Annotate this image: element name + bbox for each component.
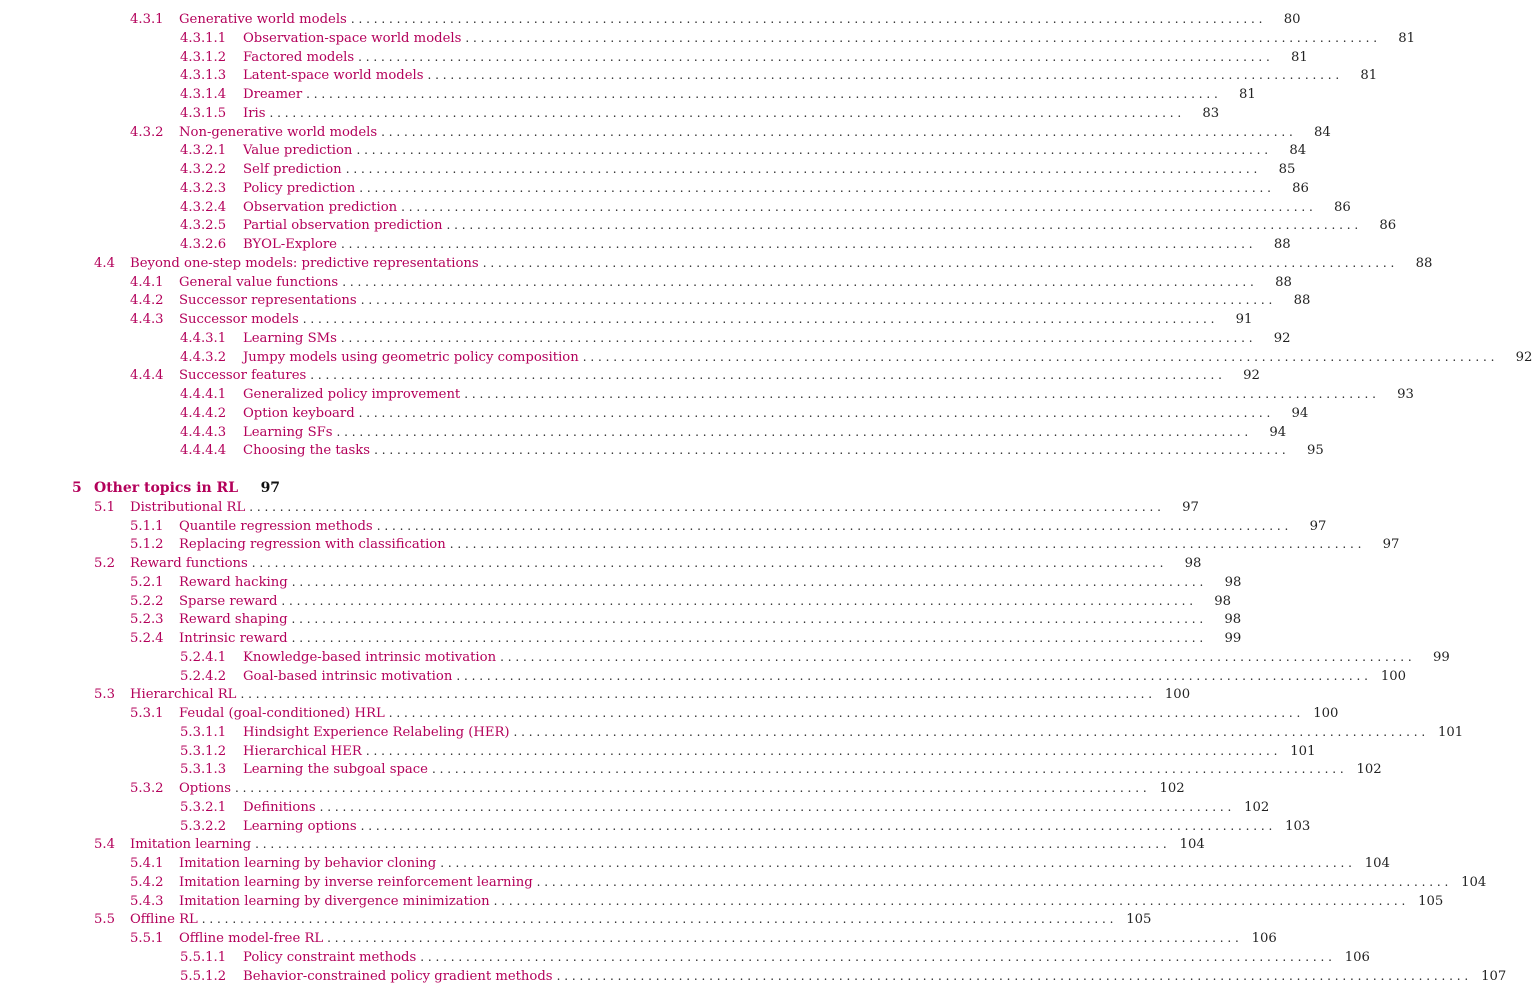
toc-entry[interactable] — [180, 216, 1397, 235]
dot-leader: . . . . . . . . . . . . . . . . . . . . . . . . . . . . . . . . . . . . . . . . . . . . . . . . . . . . . . . . . . . . . . . . . . . . . . . . . . . . . . . . . . . . . . . . . . . . . . . . . . . . . . . . . . . . . . . . . . . . . . . . — [376, 518, 1289, 533]
toc-entry-number: 4.4.3 — [130, 312, 164, 327]
dot-leader: . . . . . . . . . . . . . . . . . . . . . . . . . . . . . . . . . . . . . . . . . . . . . . . . . . . . . . . . . . . . . . . . . . . . . . . . . . . . . . . . . . . . . . . . . . . . . . . . . . . . . . . . . . . . . . . . . . . . . . . . — [374, 443, 1286, 458]
toc-entry-title: Dreamer — [243, 87, 303, 102]
dot-leader: . . . . . . . . . . . . . . . . . . . . . . . . . . . . . . . . . . . . . . . . . . . . . . . . . . . . . . . . . . . . . . . . . . . . . . . . . . . . . . . . . . . . . . . . . . . . . . . . . . . . . . . . . . . . . . . . . . . . . . . . — [360, 293, 1273, 308]
toc-entry-number: 5.5.1.2 — [180, 968, 227, 984]
toc-entry-title: Replacing regression with classification — [179, 537, 446, 553]
toc-entry[interactable] — [180, 948, 1370, 967]
toc-entry-page: 91 — [1235, 312, 1253, 327]
toc-entry-title: Policy constraint methods — [243, 949, 417, 965]
dot-leader: . . . . . . . . . . . . . . . . . . . . . . . . . . . . . . . . . . . . . . . . . . . . . . . . . . . . . . . . . . . . . . . . . . . . . . . . . . . . . . . . . . . . . . . . . . . . . . . . . . . . . . . . . . . . . . . . . . . . . . . . — [446, 218, 1359, 233]
dot-leader: . . . . . . . . . . . . . . . . . . . . . . . . . . . . . . . . . . . . . . . . . . . . . . . . . . . . . . . . . . . . . . . . . . . . . . . . . . . . . . . . . . . . . . . . . . . . . . . . . . . . . . . . . . . . . . . . . . . . . . . . — [360, 818, 1273, 833]
dot-leader: . . . . . . . . . . . . . . . . . . . . . . . . . . . . . . . . . . . . . . . . . . . . . . . . . . . . . . . . . . . . . . . . . . . . . . . . . . . . . . . . . . . . . . . . . . . . . . . . . . . . . . . . . . . . . . . . . . . . . . . . — [342, 274, 1254, 289]
toc-entry-page: 97 — [260, 480, 281, 496]
toc-entry-title: Generative world models — [179, 12, 347, 27]
toc-entry-title: Hierarchical HER — [243, 743, 362, 759]
toc-entry[interactable] — [130, 310, 1253, 329]
dot-leader: . . . . . . . . . . . . . . . . . . . . . . . . . . . . . . . . . . . . . . . . . . . . . . . . . . . . . . . . . . . . . . . . . . . . . . . . . . . . . . . . . . . . . . . . . . . . . . . . . . . . . . . . . . . . . . . . . . . . . . . . — [427, 68, 1340, 83]
toc-entry-number: 4.3.1.5 — [180, 105, 227, 121]
toc-entry[interactable] — [130, 10, 1301, 29]
toc-entry[interactable] — [130, 854, 1390, 873]
dot-leader: . . . . . . . . . . . . . . . . . . . . . . . . . . . . . . . . . . . . . . . . . . . . . . . . . . . . . . . . . . . . . . . . . . . . . . . . . . . . . . . . . . . . . . . . . . . . . . . . . . . . . . . . . . . . . . . . . . . . . . . . — [358, 49, 1270, 64]
toc-entry-title: Imitation learning by behavior cloning — [179, 856, 437, 871]
toc-entry-title: Policy prediction — [243, 180, 356, 196]
dot-leader: . . . . . . . . . . . . . . . . . . . . . . . . . . . . . . . . . . . . . . . . . . . . . . . . . . . . . . . . . . . . . . . . . . . . . . . . . . . . . . . . . . . . . . . . . . . . . . . . . . . . . . . . . . . . . . . . . . . . . . . . — [251, 556, 1164, 570]
dot-leader: . . . . . . . . . . . . . . . . . . . . . . . . . . . . . . . . . . . . . . . . . . . . . . . . . . . . . . . . . . . . . . . . . . . . . . . . . . . . . . . . . . . . . . . . . . . . . . . . . . . . . . . . . . . . . . . . . . . . . . . . — [420, 949, 1332, 964]
toc-entry-title: Definitions — [243, 799, 316, 815]
dot-leader: . . . . . . . . . . . . . . . . . . . . . . . . . . . . . . . . . . . . . . . . . . . . . . . . . . . . . . . . . . . . . . . . . . . . . . . . . . . . . . . . . . . . . . . . . . . . . . . . . . . . . . . . . . . . . . . . . . . . . . . . — [359, 180, 1271, 195]
toc-entry-title: Options — [179, 781, 231, 796]
toc-entry[interactable] — [180, 141, 1307, 160]
toc-entry-number: 4.3.1.1 — [180, 30, 227, 46]
toc-entry-number: 5.3 — [94, 687, 115, 703]
toc-entry-number: 5.3.2.1 — [180, 799, 227, 815]
dot-leader: . . . . . . . . . . . . . . . . . . . . . . . . . . . . . . . . . . . . . . . . . . . . . . . . . . . . . . . . . . . . . . . . . . . . . . . . . . . . . . . . . . . . . . . . . . . . . . . . . . . . . . . . . . . . . . . . . . . . . . . . — [536, 874, 1449, 889]
dot-leader: . . . . . . . . . . . . . . . . . . . . . . . . . . . . . . . . . . . . . . . . . . . . . . . . . . . . . . . . . . . . . . . . . . . . . . . . . . . . . . . . . . . . . . . . . . . . . . . . . . . . . . . . . . . . . . . . . . . . . . . . — [582, 349, 1495, 364]
dot-leader: . . . . . . . . . . . . . . . . . . . . . . . . . . . . . . . . . . . . . . . . . . . . . . . . . . . . . . . . . . . . . . . . . . . . . . . . . . . . . . . . . . . . . . . . . . . . . . . . . . . . . . . . . . . . . . . . . . . . . . . . — [255, 837, 1167, 852]
toc-entry-page: 103 — [1285, 818, 1311, 834]
toc-entry[interactable] — [180, 441, 1324, 460]
toc-entry-number: 5.1 — [94, 499, 115, 515]
toc-entry-page: 92 — [1273, 330, 1291, 346]
dot-leader: . . . . . . . . . . . . . . . . . . . . . . . . . . . . . . . . . . . . . . . . . . . . . . . . . . . . . . . . . . . . . . . . . . . . . . . . . . . . . . . . . . . . . . . . . . . . . . . . . . . . . . . . . . . . . . . . . . . . . . . . — [440, 856, 1352, 870]
toc-entry-page: 93 — [1397, 387, 1414, 402]
toc-entry-page: 98 — [1224, 612, 1242, 628]
toc-entry-number: 4.4 — [94, 255, 115, 271]
toc-entry[interactable] — [94, 254, 1433, 273]
toc-entry[interactable] — [180, 179, 1309, 198]
dot-leader: . . . . . . . . . . . . . . . . . . . . . . . . . . . . . . . . . . . . . . . . . . . . . . . . . . . . . . . . . . . . . . . . . . . . . . . . . . . . . . . . . . . . . . . . . . . . . . . . . . . . . . . . . . . . . . . . . . . . . . . . — [381, 124, 1293, 139]
toc-entry-number: 4.4.2 — [130, 293, 164, 309]
toc-entry-page: 81 — [1398, 30, 1416, 46]
toc-entry-page: 102 — [1356, 762, 1382, 778]
toc-entry-title: Partial observation prediction — [243, 218, 443, 234]
toc-entry-number: 5.2.4.1 — [180, 649, 227, 665]
toc-entry-page: 97 — [1309, 518, 1327, 534]
toc-entry[interactable] — [130, 892, 1444, 911]
toc-entry-number: 5.3.1.1 — [180, 724, 227, 740]
toc-entry-page: 98 — [1224, 574, 1242, 590]
toc-entry-title: Successor features — [179, 368, 307, 384]
dot-leader: . . . . . . . . . . . . . . . . . . . . . . . . . . . . . . . . . . . . . . . . . . . . . . . . . . . . . . . . . . . . . . . . . . . . . . . . . . . . . . . . . . . . . . . . . . . . . . . . . . . . . . . . . . . . . . . . . . . . . . . . — [269, 105, 1182, 120]
toc-entry-number: 5.3.1.3 — [180, 762, 227, 778]
toc-entry[interactable] — [130, 704, 1339, 723]
toc-entry-title: Beyond one-step models: predictive representations — [130, 255, 479, 271]
toc-entry[interactable] — [180, 48, 1308, 67]
toc-entry[interactable] — [130, 273, 1292, 292]
toc-entry-number: 4.3.2.2 — [180, 162, 227, 177]
toc-entry-page: 84 — [1289, 143, 1307, 159]
toc-entry-number: 4.3.2 — [130, 124, 164, 140]
dot-leader: . . . . . . . . . . . . . . . . . . . . . . . . . . . . . . . . . . . . . . . . . . . . . . . . . . . . . . . . . . . . . . . . . . . . . . . . . . . . . . . . . . . . . . . . . . . . . . . . . . . . . . . . . . . . . . . . . . . . . . . . — [302, 312, 1215, 326]
toc-entry-page: 81 — [1239, 87, 1256, 102]
toc-entry[interactable] — [180, 667, 1406, 686]
toc-entry[interactable] — [72, 479, 802, 498]
dot-leader: . . . . . . . . . . . . . . . . . . . . . . . . . . . . . . . . . . . . . . . . . . . . . . . . . . . . . . . . . . . . . . . . . . . . . . . . . . . . . . . . . . . . . . . . . . . . . . . . . . . . . . . . . . . . . . . . . . . . . . . . — [340, 237, 1253, 251]
toc-entry-title: Iris — [243, 105, 266, 121]
toc-entry[interactable] — [130, 929, 1277, 948]
toc-entry-page: 99 — [1432, 649, 1450, 665]
dot-leader: . . . . . . . . . . . . . . . . . . . . . . . . . . . . . . . . . . . . . . . . . . . . . . . . . . . . . . . . . . . . . . . . . . . . . . . . . . . . . . . . . . . . . . . . . . . . . . . . . . . . . . . . . . . . . . . . . . . . . . . . — [431, 762, 1344, 777]
toc-entry-number: 5.3.1.2 — [180, 743, 227, 759]
toc-entry-number: 4.3.1 — [130, 12, 164, 27]
toc-entry-number: 4.3.1.4 — [180, 87, 227, 102]
toc-entry-title: Reward shaping — [179, 612, 288, 628]
toc-entry-title: Behavior-constrained policy gradient methods — [243, 968, 553, 984]
toc-entry-title: Generalized policy improvement — [243, 387, 461, 402]
toc-entry-page: 86 — [1292, 180, 1309, 196]
dot-leader: . . . . . . . . . . . . . . . . . . . . . . . . . . . . . . . . . . . . . . . . . . . . . . . . . . . . . . . . . . . . . . . . . . . . . . . . . . . . . . . . . . . . . . . . . . . . . . . . . . . . . . . . . . . . . . . . . . . . . . . . — [388, 706, 1301, 720]
toc-entry[interactable] — [180, 198, 1351, 217]
toc-entry-title: Self prediction — [243, 162, 342, 177]
toc-entry-page: 92 — [1515, 349, 1532, 365]
toc-entry-title: Reward functions — [130, 556, 248, 571]
toc-entry-number: 4.3.1.2 — [180, 49, 227, 65]
dot-leader: . . . . . . . . . . . . . . . . . . . . . . . . . . . . . . . . . . . . . . . . . . . . . . . . . . . . . . . . . . . . . . . . . . . . . . . . . . . . . . . . . . . . . . . . . . . . . . . . . . . . . . . . . . . . . . . . . . . . . . . . — [358, 405, 1271, 420]
toc-entry-number: 5.5.1.1 — [180, 949, 227, 965]
dot-leader: . . . . . . . . . . . . . . . . . . . . . . . . . . . . . . . . . . . . . . . . . . . . . . . . . . . . . . . . . . . . . . . . . . . . . . . . . . . . . . . . . . . . . . . . . . . . . . . . . . . . . . . . . . . . . . . . . . . . . . . . — [201, 912, 1114, 927]
toc-entry-number: 4.4.3.1 — [180, 330, 227, 346]
toc-entry-number: 5.2.4 — [130, 631, 164, 646]
toc-entry-number: 5.2.3 — [130, 612, 164, 628]
dot-leader: . . . . . . . . . . . . . . . . . . . . . . . . . . . . . . . . . . . . . . . . . . . . . . . . . . . . . . . . . . . . . . . . . . . . . . . . . . . . . . . . . . . . . . . . . . . . . . . . . . . . . . . . . . . . . . . . . . . . . . . . — [340, 330, 1253, 345]
toc-entry-number: 5.4.3 — [130, 893, 164, 909]
toc-entry[interactable] — [130, 517, 1327, 536]
toc-entry-title: Jumpy models using geometric policy composition — [243, 349, 579, 365]
toc-entry-page: 97 — [1382, 537, 1400, 553]
dot-leader: . . . . . . . . . . . . . . . . . . . . . . . . . . . . . . . . . . . . . . . . . . . . . . . . . . . . . . . . . . . . . . . . . . . . . . . . . . . . . . . . . . . . . . . . . . . . . . . . . . . . . . . . . . . . . . . . . . . . . . . . — [356, 143, 1269, 158]
toc-entry-page: 81 — [1291, 49, 1308, 65]
toc-entry-page: 85 — [1278, 162, 1296, 177]
toc-entry-page: 88 — [1293, 293, 1311, 309]
toc-entry[interactable] — [94, 910, 1152, 929]
toc-entry-page: 88 — [1273, 237, 1291, 252]
dot-leader: . . . . . . . . . . . . . . . . . . . . . . . . . . . . . . . . . . . . . . . . . . . . . . . . . . . . . . . . . . . . . . . . . . . . . . . . . . . . . . . . . . . . . . . . . . . . . . . . . . . . . . . . . . . . . . . . . . . . . . . . — [464, 387, 1376, 401]
toc-entry-title: Latent-space world models — [243, 68, 424, 84]
toc-entry[interactable] — [130, 573, 1242, 592]
toc-entry-page: 94 — [1269, 424, 1287, 440]
toc-entry-page: 100 — [1380, 668, 1406, 684]
toc-entry[interactable] — [94, 554, 1202, 573]
toc-entry-number: 5.3.2.2 — [180, 818, 227, 834]
toc-entry-page: 86 — [1379, 218, 1397, 234]
toc-entry-title: Imitation learning by divergence minimization — [179, 893, 490, 909]
toc-entry-page: 107 — [1481, 968, 1507, 984]
toc-entry-number: 4.4.4.1 — [180, 387, 227, 402]
toc-entry-number: 5.2.1 — [130, 574, 164, 590]
toc-entry-title: Learning options — [243, 818, 357, 834]
toc-entry[interactable] — [180, 385, 1414, 404]
dot-leader: . . . . . . . . . . . . . . . . . . . . . . . . . . . . . . . . . . . . . . . . . . . . . . . . . . . . . . . . . . . . . . . . . . . . . . . . . . . . . . . . . . . . . . . . . . . . . . . . . . . . . . . . . . . . . . . . . . . . . . . . — [234, 781, 1147, 795]
toc-entry-number: 4.4.4.4 — [180, 443, 227, 459]
toc-entry[interactable] — [180, 798, 1270, 817]
toc-entry-title: Observation prediction — [243, 199, 398, 215]
toc-entry-title: Reward hacking — [179, 574, 288, 590]
toc-entry-title: Knowledge-based intrinsic motivation — [243, 649, 497, 665]
toc-entry[interactable] — [180, 85, 1256, 104]
dot-leader: . . . . . . . . . . . . . . . . . . . . . . . . . . . . . . . . . . . . . . . . . . . . . . . . . . . . . . . . . . . . . . . . . . . . . . . . . . . . . . . . . . . . . . . . . . . . . . . . . . . . . . . . . . . . . . . . . . . . . . . . — [306, 87, 1218, 101]
toc-entry-number: 5.1.2 — [130, 537, 164, 553]
toc-entry-title: Imitation learning by inverse reinforcement learning — [179, 874, 533, 890]
dot-leader: . . . . . . . . . . . . . . . . . . . . . . . . . . . . . . . . . . . . . . . . . . . . . . . . . . . . . . . . . . . . . . . . . . . . . . . . . . . . . . . . . . . . . . . . . . . . . . . . . . . . . . . . . . . . . . . . . . . . . . . . — [336, 424, 1249, 439]
toc-entry-number: 5.4.2 — [130, 874, 164, 890]
toc-entry-page: 80 — [1283, 12, 1301, 27]
toc-entry-title: Factored models — [243, 49, 355, 65]
toc-entry-page: 106 — [1251, 931, 1277, 946]
dot-leader: . . . . . . . . . . . . . . . . . . . . . . . . . . . . . . . . . . . . . . . . . . . . . . . . . . . . . . . . . . . . . . . . . . . . . . . . . . . . . . . . . . . . . . . . . . . . . . . . . . . . . . . . . . . . . . . . . . . . . . . . — [350, 12, 1263, 26]
toc-entry-number: 4.3.1.3 — [180, 68, 227, 84]
toc-entry[interactable] — [180, 235, 1291, 254]
toc-entry-page: 94 — [1291, 405, 1309, 421]
toc-entry-page: 100 — [1313, 706, 1339, 721]
dot-leader: . . . . . . . . . . . . . . . . . . . . . . . . . . . . . . . . . . . . . . . . . . . . . . . . . . . . . . . . . . . . . . . . . . . . . . . . . . . . . . . . . . . . . . . . . . . . . . . . . . . . . . . . . . . . . . . . . . . . . . . . — [456, 668, 1368, 683]
toc-entry-title: Learning SMs — [243, 330, 337, 346]
toc-entry[interactable] — [180, 160, 1296, 179]
toc-entry-page: 102 — [1159, 781, 1185, 796]
toc-entry[interactable] — [180, 423, 1287, 442]
toc-entry-number: 4.3.2.6 — [180, 237, 227, 252]
toc-entry[interactable] — [180, 29, 1416, 48]
toc-entry[interactable] — [180, 348, 1532, 367]
dot-leader: . . . . . . . . . . . . . . . . . . . . . . . . . . . . . . . . . . . . . . . . . . . . . . . . . . . . . . . . . . . . . . . . . . . . . . . . . . . . . . . . . . . . . . . . . . . . . . . . . . . . . . . . . . . . . . . . . . . . . . . . — [281, 593, 1194, 608]
toc-entry[interactable] — [130, 535, 1400, 554]
toc-entry-title: Learning the subgoal space — [243, 762, 428, 778]
toc-entry-number: 5.2.2 — [130, 593, 164, 609]
dot-leader: . . . . . . . . . . . . . . . . . . . . . . . . . . . . . . . . . . . . . . . . . . . . . . . . . . . . . . . . . . . . . . . . . . . . . . . . . . . . . . . . . . . . . . . . . . . . . . . . . . . . . . . . . . . . . . . . . . . . . . . . — [310, 368, 1222, 383]
toc-entry-title: Choosing the tasks — [243, 443, 371, 459]
toc-entry-number: 4.3.2.3 — [180, 180, 227, 196]
toc-entry[interactable] — [180, 404, 1309, 423]
toc-entry-page: 104 — [1179, 837, 1205, 853]
toc-entry-page: 101 — [1438, 724, 1464, 740]
toc-entry-title: Distributional RL — [130, 499, 246, 515]
dot-leader: . . . . . . . . . . . . . . . . . . . . . . . . . . . . . . . . . . . . . . . . . . . . . . . . . . . . . . . . . . . . . . . . . . . . . . . . . . . . . . . . . . . . . . . . . . . . . . . . . . . . . . . . . . . . . . . . . . . . . . . . — [465, 30, 1378, 45]
toc-entry[interactable] — [130, 366, 1260, 385]
toc-entry-title: Feudal (goal-conditioned) HRL — [179, 706, 385, 721]
dot-leader: . . . . . . . . . . . . . . . . . . . . . . . . . . . . . . . . . . . . . . . . . . . . . . . . . . . . . . . . . . . . . . . . . . . . . . . . . . . . . . . . . . . . . . . . . . . . . . . . . . . . . . . . . . . . . . . . . . . . . . . . — [449, 537, 1362, 552]
toc-entry[interactable] — [94, 685, 1191, 704]
toc-entry-page: 81 — [1360, 68, 1378, 84]
toc-entry[interactable] — [180, 967, 1507, 986]
toc-entry[interactable] — [130, 779, 1185, 798]
toc-entry-title: Goal-based intrinsic motivation — [243, 668, 453, 684]
toc-entry-number: 5.2 — [94, 556, 115, 571]
toc-entry[interactable] — [180, 723, 1464, 742]
toc-entry-title: Hindsight Experience Relabeling (HER) — [243, 724, 510, 740]
toc-entry-title: Quantile regression methods — [179, 518, 373, 534]
dot-leader: . . . . . . . . . . . . . . . . . . . . . . . . . . . . . . . . . . . . . . . . . . . . . . . . . . . . . . . . . . . . . . . . . . . . . . . . . . . . . . . . . . . . . . . . . . . . . . . . . . . . . . . . . . . . . . . . . . . . . . . . — [291, 631, 1204, 645]
dot-leader: . . . . . . . . . . . . . . . . . . . . . . . . . . . . . . . . . . . . . . . . . . . . . . . . . . . . . . . . . . . . . . . . . . . . . . . . . . . . . . . . . . . . . . . . . . . . . . . . . . . . . . . . . . . . . . . . . . . . . . . . — [513, 724, 1426, 739]
toc-entry-title: Successor representations — [179, 293, 357, 309]
toc-entry[interactable] — [180, 66, 1378, 85]
dot-leader: . . . . . . . . . . . . . . . . . . . . . . . . . . . . . . . . . . . . . . . . . . . . . . . . . . . . . . . . . . . . . . . . . . . . . . . . . . . . . . . . . . . . . . . . . . . . . . . . . . . . . . . . . . . . . . . . . . . . . . . . — [291, 612, 1204, 627]
dot-leader: . . . . . . . . . . . . . . . . . . . . . . . . . . . . . . . . . . . . . . . . . . . . . . . . . . . . . . . . . . . . . . . . . . . . . . . . . . . . . . . . . . . . . . . . . . . . . . . . . . . . . . . . . . . . . . . . . . . . . . . . — [482, 255, 1395, 270]
toc-entry-number: 4.4.4 — [130, 368, 164, 384]
toc-entry-title: Option keyboard — [243, 405, 355, 421]
toc-entry-page: 97 — [1182, 499, 1199, 515]
toc-entry-title: Value prediction — [243, 143, 353, 159]
dot-leader: . . . . . . . . . . . . . . . . . . . . . . . . . . . . . . . . . . . . . . . . . . . . . . . . . . . . . . . . . . . . . . . . . . . . . . . . . . . . . . . . . . . . . . . . . . . . . . . . . . . . . . . . . . . . . . . . . . . . . . . . — [240, 687, 1153, 702]
toc-entry-number: 5.5.1 — [130, 931, 164, 946]
toc-entry-number: 4.3.2.5 — [180, 218, 227, 234]
toc-entry[interactable] — [180, 817, 1311, 836]
dot-leader: . . . . . . . . . . . . . . . . . . . . . . . . . . . . . . . . . . . . . . . . . . . . . . . . . . . . . . . . . . . . . . . . . . . . . . . . . . . . . . . . . . . . . . . . . . . . . . . . . . . . . . . . . . . . . . . . . . . . . . . . — [327, 931, 1239, 945]
dot-leader: . . . . . . . . . . . . . . . . . . . . . . . . . . . . . . . . . . . . . . . . . . . . . . . . . . . . . . . . . . . . . . . . . . . . . . . . . . . . . . . . . . . . . . . . . . . . . . . . . . . . . . . . . . . . . . . . . . . . . . . . — [345, 162, 1258, 176]
toc-entry-title: Offline model-free RL — [179, 931, 324, 946]
dot-leader: . . . . . . . . . . . . . . . . . . . . . . . . . . . . . . . . . . . . . . . . . . . . . . . . . . . . . . . . . . . . . . . . . . . . . . . . . . . . . . . . . . . . . . . . . . . . . . . . . . . . . . . . . . . . . . . . . . . . . . . . — [365, 743, 1278, 758]
toc-entry-number: 5.2.4.2 — [180, 668, 227, 684]
toc-entry[interactable] — [130, 610, 1242, 629]
toc-entry-page: 105 — [1126, 912, 1152, 928]
toc-entry[interactable] — [130, 123, 1331, 142]
toc-entry-title: Sparse reward — [179, 593, 278, 609]
toc-entry[interactable] — [180, 104, 1220, 123]
dot-leader: . . . . . . . . . . . . . . . . . . . . . . . . . . . . . . . . . . . . . . . . . . . . . . . . . . . . . . . . . . . . . . . . . . . . . . . . . . . . . . . . . . . . . . . . . . . . . . . . . . . . . . . . . . . . . . . . . . . . . . . . — [493, 893, 1406, 908]
toc-entry-page: 86 — [1334, 199, 1351, 215]
toc-entry-number: 5.3.1 — [130, 706, 164, 721]
toc-entry[interactable] — [180, 648, 1450, 667]
toc-entry-page: 101 — [1290, 743, 1316, 759]
toc-entry-number: 4.4.4.2 — [180, 405, 227, 421]
toc-entry-page: 98 — [1214, 593, 1232, 609]
toc-entry-number: 5.3.2 — [130, 781, 164, 796]
toc-entry-page: 88 — [1415, 255, 1433, 271]
toc-entry-title: Non-generative world models — [179, 124, 378, 140]
toc-entry-number: 4.3.2.4 — [180, 199, 227, 215]
dot-leader: . . . . . . . . . . . . . . . . . . . . . . . . . . . . . . . . . . . . . . . . . . . . . . . . . . . . . . . . . . . . . . . . . . . . . . . . . . . . . . . . . . . . . . . . . . . . . . . . . . . . . . . . . . . . . . . . . . . . . . . . — [401, 199, 1313, 214]
toc-entry-page: 106 — [1344, 949, 1370, 965]
toc-entry-page: 105 — [1418, 893, 1444, 909]
dot-leader: . . . . . . . . . . . . . . . . . . . . . . . . . . . . . . . . . . . . . . . . . . . . . . . . . . . . . . . . . . . . . . . . . . . . . . . . . . . . . . . . . . . . . . . . . . . . . . . . . . . . . . . . . . . . . . . . . . . . . . . . — [500, 649, 1412, 664]
toc-entry-page: 99 — [1224, 631, 1242, 646]
toc-entry[interactable] — [94, 835, 1205, 854]
toc-entry-page: 88 — [1275, 274, 1292, 290]
toc-entry[interactable] — [180, 760, 1382, 779]
toc-entry-page: 104 — [1364, 856, 1390, 871]
toc-entry-title: BYOL-Explore — [243, 237, 337, 252]
toc-entry-page: 104 — [1461, 874, 1487, 890]
toc-entry-number: 5.4 — [94, 837, 115, 853]
toc-entry-page: 84 — [1314, 124, 1331, 140]
toc-entry-title: Hierarchical RL — [130, 687, 237, 703]
toc-entry-number: 4.3.2.1 — [180, 143, 227, 159]
toc-entry-number: 5.1.1 — [130, 518, 164, 534]
toc-entry-page: 98 — [1184, 556, 1202, 571]
dot-leader: . . . . . . . . . . . . . . . . . . . . . . . . . . . . . . . . . . . . . . . . . . . . . . . . . . . . . . . . . . . . . . . . . . . . . . . . . . . . . . . . . . . . . . . . . . . . . . . . . . . . . . . . . . . . . . . . . . . . . . . . — [291, 574, 1204, 589]
toc-entry-page: 95 — [1306, 443, 1324, 459]
toc-entry[interactable] — [130, 873, 1487, 892]
toc-entry-page: 102 — [1244, 799, 1270, 815]
toc-entry-number: 4.4.4.3 — [180, 424, 227, 440]
toc-entry[interactable] — [180, 742, 1316, 761]
toc-entry-number: 5.5 — [94, 912, 115, 928]
toc-entry-page: 100 — [1164, 687, 1191, 703]
toc-entry-title: Imitation learning — [130, 837, 252, 853]
toc-entry-number: 5 — [72, 480, 82, 496]
toc-entry-title: Intrinsic reward — [179, 631, 288, 646]
toc-entry-title: Observation-space world models — [243, 30, 462, 46]
dot-leader: . . . . . . . . . . . . . . . . . . . . . . . . . . . . . . . . . . . . . . . . . . . . . . . . . . . . . . . . . . . . . . . . . . . . . . . . . . . . . . . . . . . . . . . . . . . . . . . . . . . . . . . . . . . . . . . . . . . . . . . . — [319, 799, 1232, 814]
toc-entry-page: 83 — [1202, 105, 1220, 121]
dot-leader: . . . . . . . . . . . . . . . . . . . . . . . . . . . . . . . . . . . . . . . . . . . . . . . . . . . . . . . . . . . . . . . . . . . . . . . . . . . . . . . . . . . . . . . . . . . . . . . . . . . . . . . . . . . . . . . . . . . . . . . . — [556, 968, 1469, 983]
toc-entry[interactable] — [130, 592, 1232, 611]
toc-entry[interactable] — [180, 329, 1291, 348]
dot-leader: . . . . . . . . . . . . . . . . . . . . . . . . . . . . . . . . . . . . . . . . . . . . . . . . . . . . . . . . . . . . . . . . . . . . . . . . . . . . . . . . . . . . . . . . . . . . . . . . . . . . . . . . . . . . . . . . . . . . . . . . — [249, 499, 1161, 514]
toc-entry-title: Offline RL — [130, 912, 198, 928]
toc-entry-title: Learning SFs — [243, 424, 333, 440]
toc-entry[interactable] — [94, 498, 1199, 517]
toc-entry-title: General value functions — [179, 274, 339, 290]
toc-entry-number: 4.4.1 — [130, 274, 164, 290]
toc-entry[interactable] — [130, 629, 1242, 648]
toc-entry-number: 4.4.3.2 — [180, 349, 227, 365]
toc-entry-title: Successor models — [179, 312, 299, 327]
toc-entry[interactable] — [130, 291, 1311, 310]
toc-entry-title: Other topics in RL — [94, 480, 239, 496]
toc-entry-number: 5.4.1 — [130, 856, 164, 871]
toc-entry-page: 92 — [1243, 368, 1260, 384]
